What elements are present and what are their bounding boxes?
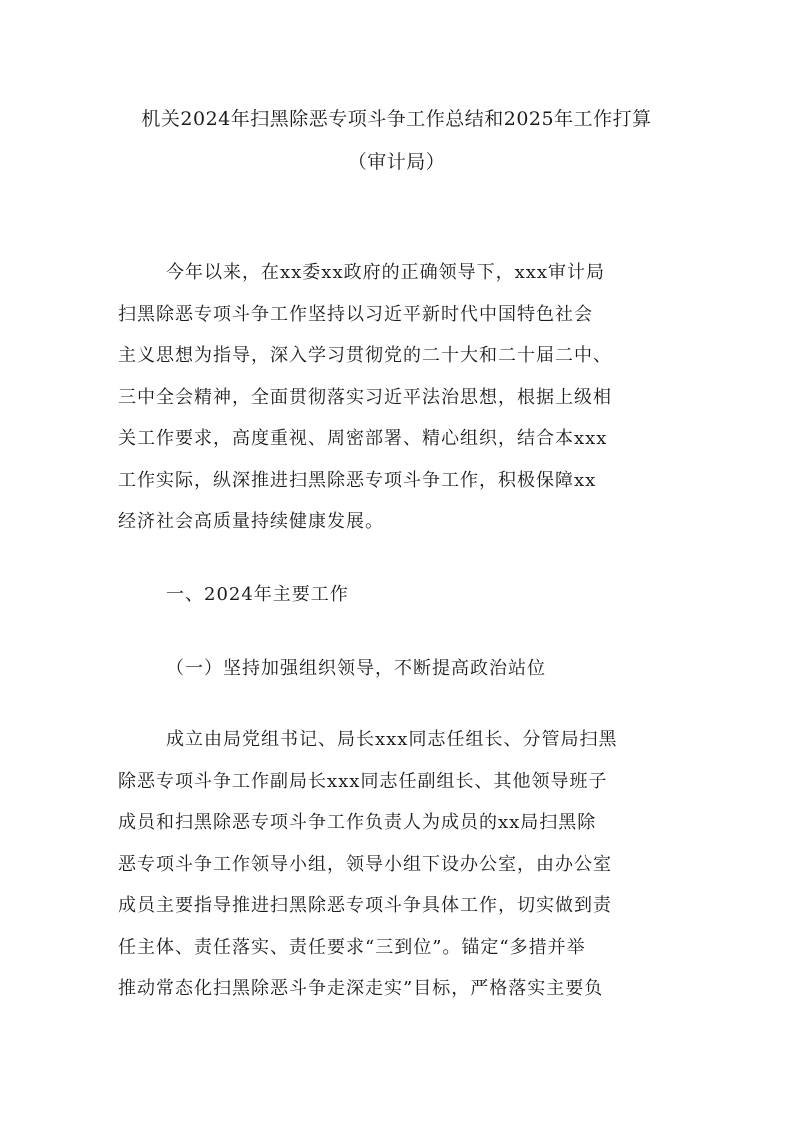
- paragraph-line: 扫黑除恶专项斗争工作坚持以习近平新时代中国特色社会: [118, 303, 593, 325]
- paragraph-line: 三中全会精神，全面贯彻落实习近平法治思想，根据上级相: [118, 386, 612, 408]
- paragraph-line: 工作实际，纵深推进扫黑除恶专项斗争工作，积极保障xx: [118, 469, 597, 491]
- paragraph-line: 主义思想为指导，深入学习贯彻党的二十大和二十届二中、: [118, 345, 612, 366]
- section-heading: 一、2024年主要工作: [166, 584, 349, 605]
- body-paragraph: [118, 719, 678, 1010]
- paragraph-line: 成员主要指导推进扫黑除恶专项斗争具体工作，切实做到责: [118, 895, 612, 916]
- document-title: 机关2024年扫黑除恶专项斗争工作总结和2025年工作打算: [141, 108, 652, 130]
- intro-paragraph: [118, 252, 678, 543]
- paragraph-line: 任主体、责任落实、责任要求“三到位”。锚定“多措并举: [118, 936, 586, 958]
- paragraph-line: 经济社会高质量持续健康发展。: [118, 511, 384, 532]
- paragraph-line: 恶专项斗争工作领导小组，领导小组下设办公室，由办公室: [118, 853, 612, 875]
- paragraph-line: 成立由局党组书记、局长xxx同志任组长、分管局扫黑: [166, 729, 618, 750]
- paragraph-line: 推动常态化扫黑除恶斗争走深走实”目标，严格落实主要负: [118, 978, 604, 999]
- paragraph-line: 关工作要求，高度重视、周密部署、精心组织，结合本xxx: [118, 428, 608, 449]
- paragraph-line: 今年以来，在xx委xx政府的正确领导下，xxx审计局: [166, 262, 606, 283]
- paragraph-line: 除恶专项斗争工作副局长xxx同志任副组长、其他领导班子: [118, 770, 608, 792]
- document-subtitle: （审计局）: [347, 151, 446, 173]
- subsection-heading: （一）坚持加强组织领导，不断提高政治站位: [166, 658, 546, 679]
- paragraph-line: 成员和扫黑除恶专项斗争工作负责人为成员的xx局扫黑除: [118, 812, 597, 833]
